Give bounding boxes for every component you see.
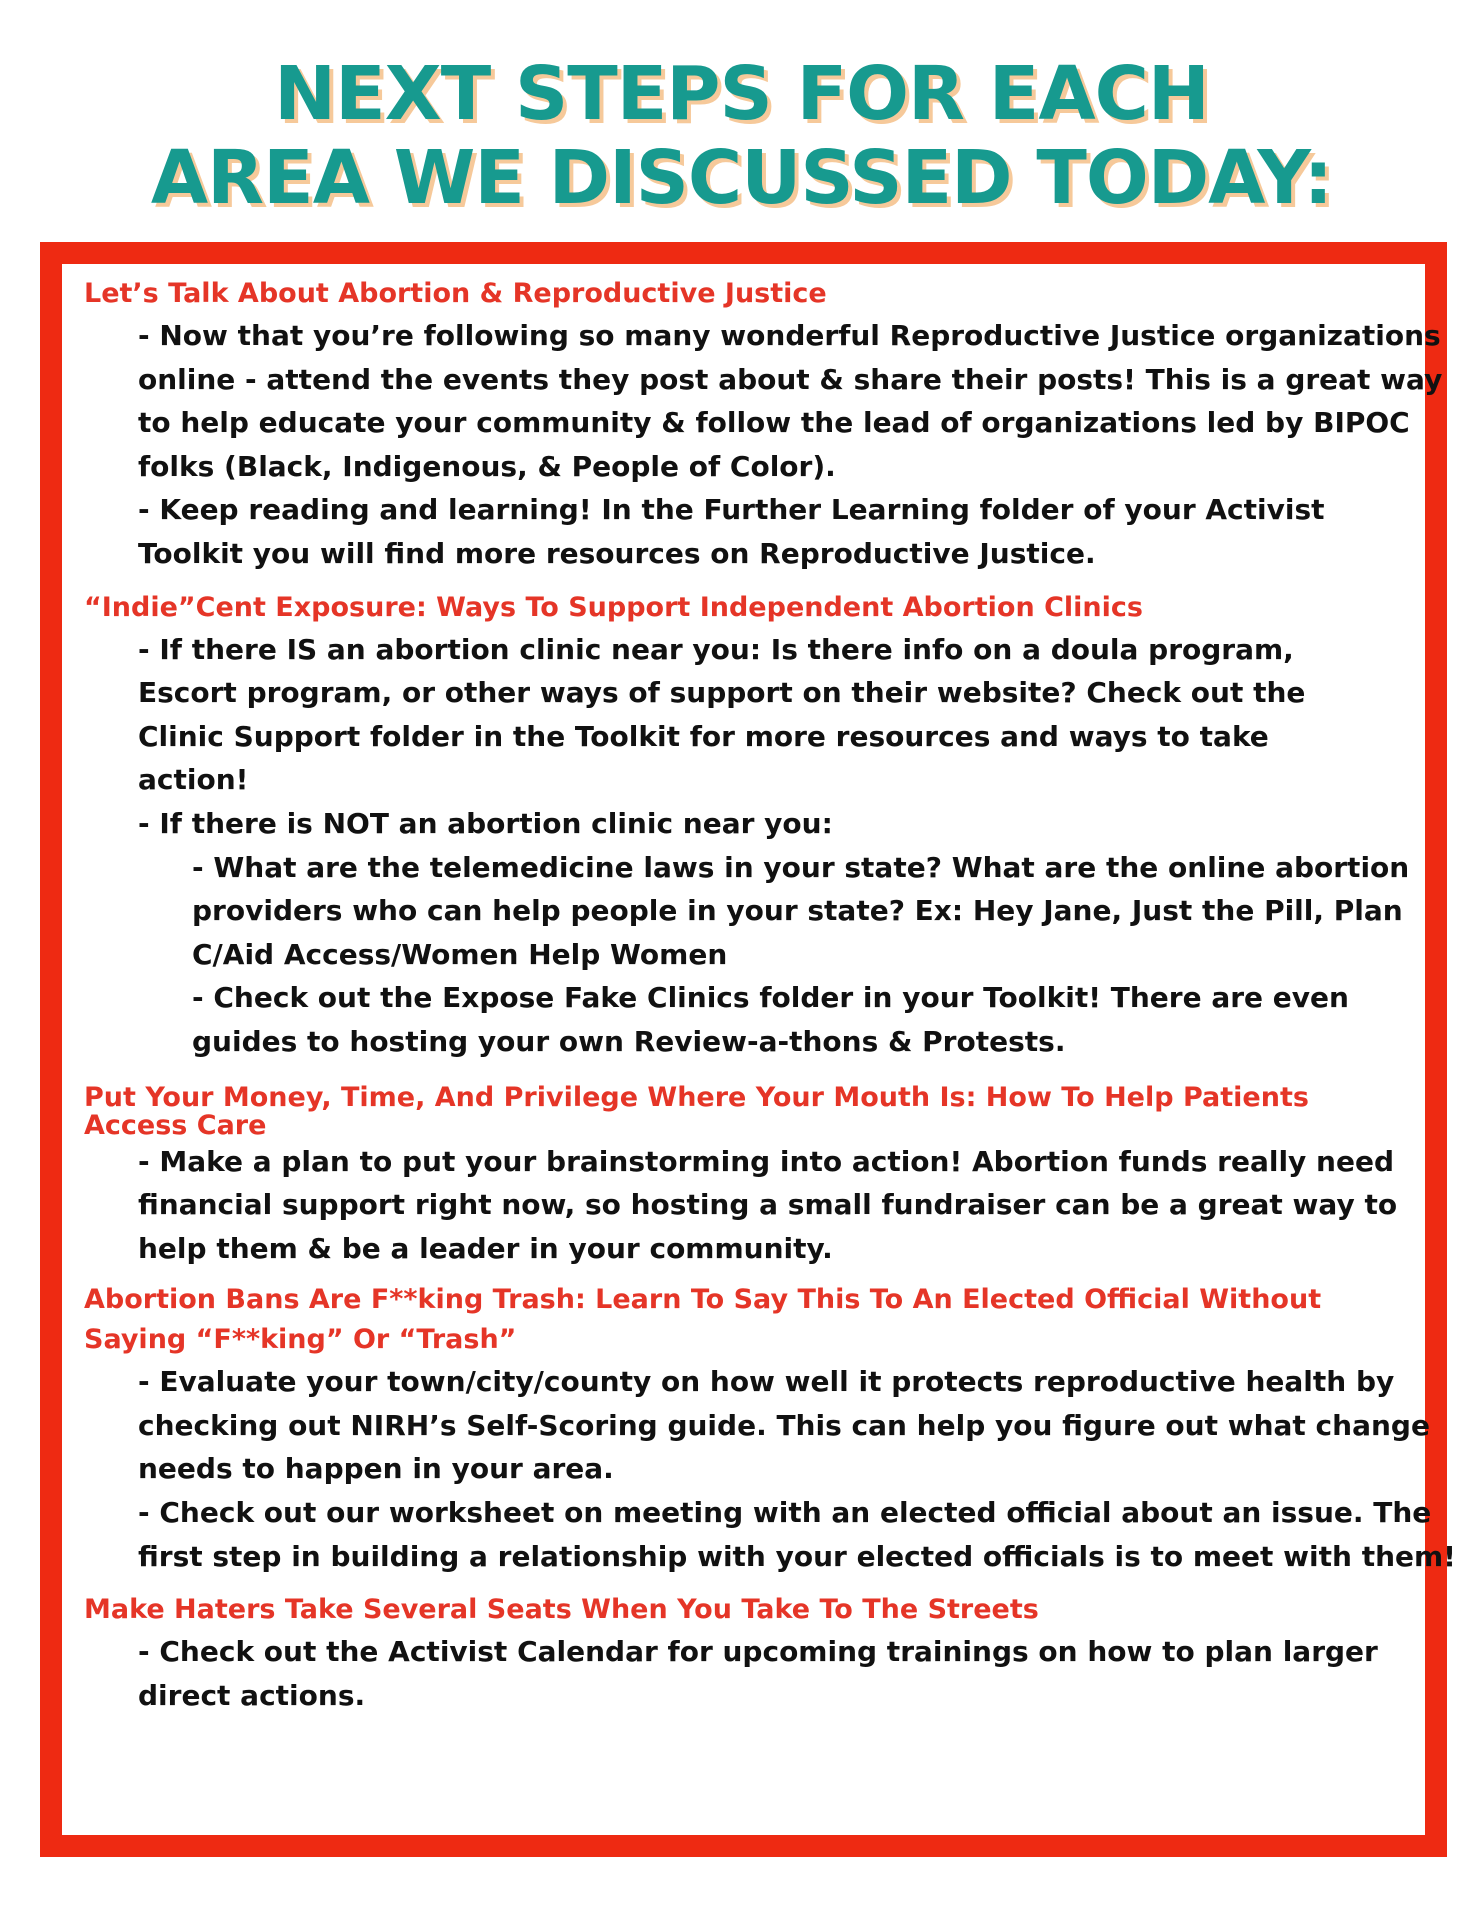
section-heading: Abortion Bans Are F**king Trash: Learn To Say This To An Elected Official Without Saying “F**king” Or “Trash”	[84, 1284, 1322, 1356]
title-line-1: NEXT STEPS FOR EACH	[274, 51, 1209, 137]
section-item: - Make a plan to put your brainstorming into action! Abortion funds really need financial support right now, so hosting a small fundraiser can be a great way to help them & be a leader in your community.	[138, 1144, 1398, 1265]
section-heading: Let’s Talk About Abortion & Reproductive Justice	[84, 278, 827, 309]
section-heading: “Indie”Cent Exposure: Ways To Support Independent Abortion Clinics	[84, 591, 1143, 623]
title-line-2: AREA WE DISCUSSED TODAY:	[150, 135, 1333, 221]
section-item: - Keep reading and learning! In the Further Learning folder of your Activist Toolkit you will find more resources on Reproductive Justice.	[138, 493, 1325, 570]
section-heading: Put Your Money, Time, And Privilege Where Your Mouth Is: How To Help Patients Access Care	[84, 1081, 1309, 1141]
section-independent-clinics	[84, 588, 1414, 1064]
section-patient-access	[84, 1081, 1414, 1271]
section-subitem: - What are the telemedicine laws in your state? What are the online abortion providers who can help people in your state? Ex: Hey Jane, Just the Pill, Plan C/Aid Access/Women Help Women	[192, 850, 1410, 971]
page-title	[0, 52, 1483, 220]
section-take-to-streets	[84, 1590, 1414, 1717]
section-item: - If there IS an abortion clinic near you: Is there info on a doula program, Escort program, or other ways of support on their website? Check out the Clinic Support folder in the Toolkit for more resources and ways to take action!	[138, 632, 1306, 797]
section-item: - Now that you’re following so many wonderful Reproductive Justice organizations online - attend the events they post about & share their posts! This is a great way to help educate your community & follow the lead of organizations led by BIPOC folks (Black, Indigenous, & People of Color).	[138, 319, 1443, 483]
section-item: - Check out our worksheet on meeting with an elected official about an issue. The first step in building a relationship with your elected officials is to meet with them!	[138, 1496, 1456, 1573]
section-item: - Check out the Activist Calendar for upcoming trainings on how to plan larger direct actions.	[138, 1635, 1378, 1712]
section-item: - Evaluate your town/city/county on how well it protects reproductive health by checking out NIRH’s Self-Scoring guide. This can help you figure out what change needs to happen in your area.	[138, 1365, 1430, 1486]
section-elected-officials	[84, 1280, 1456, 1578]
next-steps-content	[84, 274, 1456, 1717]
section-heading: Make Haters Take Several Seats When You Take To The Streets	[84, 1594, 1039, 1626]
section-item: - If there is NOT an abortion clinic near you:	[138, 806, 833, 840]
section-abortion-reproductive-justice	[84, 274, 1443, 576]
section-subitem: - Check out the Expose Fake Clinics folder in your Toolkit! There are even guides to hosting your own Review-a-thons & Protests.	[192, 981, 1349, 1058]
